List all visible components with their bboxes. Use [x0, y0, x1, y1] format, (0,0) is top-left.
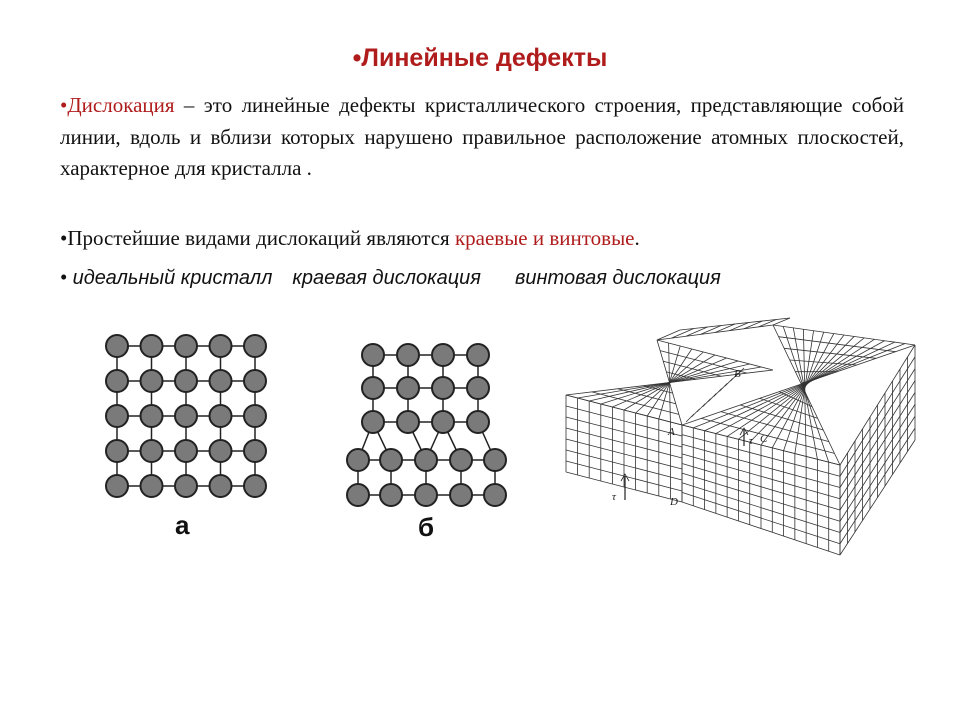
label-ideal-crystal: идеальный кристалл: [72, 267, 273, 289]
bullet: •: [60, 226, 68, 250]
types-end: .: [634, 226, 640, 250]
label-d: D: [670, 496, 678, 508]
caption-b: б: [418, 512, 435, 542]
definition-text: – это линейные дефекты кристаллического строения, представляющие собой линии, вдоль и вблизи которых нарушено правильное расположение атомных плоскостей, характерное для кристалла .: [60, 93, 904, 180]
types-highlight: краевые и винтовые: [454, 226, 635, 250]
term-dislocation: Дислокация: [67, 93, 175, 117]
label-c: C: [760, 433, 768, 445]
label-tau-2: τ: [749, 435, 753, 447]
label-screw-dislocation: винтовая дислокация: [514, 267, 721, 289]
label-a: A: [668, 426, 675, 438]
label-tau-1: τ: [612, 491, 616, 503]
bullet: •: [60, 265, 73, 289]
caption-a: а: [175, 510, 190, 540]
bullet: •: [60, 93, 68, 117]
label-b: B: [734, 368, 741, 380]
slide-title: •Линейные дефекты: [352, 44, 608, 72]
label-edge-dislocation: краевая дислокация: [292, 267, 481, 289]
screw-dislocation-block: [566, 318, 915, 555]
types-text: Простейшие видами дислокаций являются: [67, 226, 455, 250]
